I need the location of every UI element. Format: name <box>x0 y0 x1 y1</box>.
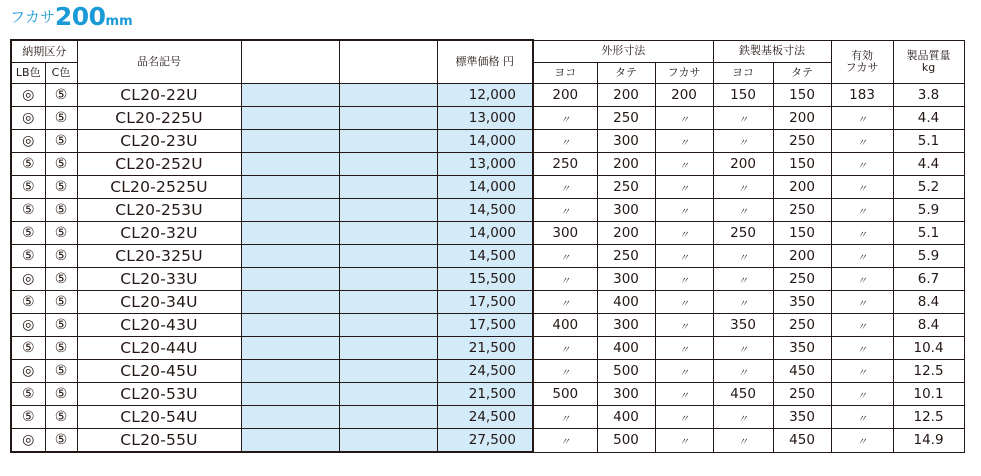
c-color-cell: ⑤ <box>45 383 77 406</box>
c-color-cell: ⑤ <box>45 107 77 130</box>
outer-width-cell: 〃 <box>533 199 597 222</box>
model-cell: CL20-252U <box>77 153 241 176</box>
effective-depth-cell: 183 <box>831 84 893 107</box>
model-cell: CL20-45U <box>77 360 241 383</box>
mass-cell: 8.4 <box>893 314 964 337</box>
model-cell: CL20-55U <box>77 429 241 453</box>
plate-width-cell: 〃 <box>713 360 773 383</box>
outer-depth-cell: 200 <box>655 84 713 107</box>
header-c-color: C色 <box>45 63 77 84</box>
blank-cell <box>241 429 339 453</box>
plate-height-cell: 250 <box>773 199 831 222</box>
table-row <box>11 383 964 406</box>
effective-depth-cell: 〃 <box>831 153 893 176</box>
plate-height-cell: 250 <box>773 130 831 153</box>
blank-cell <box>339 406 437 429</box>
effective-depth-cell: 〃 <box>831 337 893 360</box>
mass-cell: 14.9 <box>893 429 964 453</box>
outer-height-cell: 200 <box>597 153 655 176</box>
blank-cell <box>241 107 339 130</box>
blank-cell <box>241 314 339 337</box>
blank-cell <box>339 153 437 176</box>
plate-width-cell: 〃 <box>713 406 773 429</box>
price-cell: 15,500 <box>437 268 533 291</box>
mass-cell: 5.1 <box>893 130 964 153</box>
outer-width-cell: 〃 <box>533 245 597 268</box>
outer-height-cell: 400 <box>597 406 655 429</box>
effective-depth-cell: 〃 <box>831 314 893 337</box>
mass-cell: 3.8 <box>893 84 964 107</box>
outer-width-cell: 〃 <box>533 176 597 199</box>
table-row <box>11 222 964 245</box>
table-row <box>11 245 964 268</box>
c-color-cell: ⑤ <box>45 130 77 153</box>
plate-width-cell: 〃 <box>713 245 773 268</box>
model-cell: CL20-22U <box>77 84 241 107</box>
blank-cell <box>241 268 339 291</box>
blank-cell <box>339 268 437 291</box>
c-color-cell: ⑤ <box>45 199 77 222</box>
outer-height-cell: 400 <box>597 337 655 360</box>
table-row <box>11 153 964 176</box>
plate-height-cell: 450 <box>773 360 831 383</box>
mass-cell: 4.4 <box>893 107 964 130</box>
outer-depth-cell: 〃 <box>655 314 713 337</box>
effective-depth-cell: 〃 <box>831 406 893 429</box>
plate-height-cell: 150 <box>773 222 831 245</box>
blank-cell <box>339 383 437 406</box>
effective-depth-cell: 〃 <box>831 222 893 245</box>
price-cell: 21,500 <box>437 383 533 406</box>
plate-height-cell: 200 <box>773 176 831 199</box>
c-color-cell: ⑤ <box>45 268 77 291</box>
outer-height-cell: 500 <box>597 360 655 383</box>
effective-depth-cell: 〃 <box>831 245 893 268</box>
lb-color-cell: ◎ <box>11 429 45 453</box>
lb-color-cell: ◎ <box>11 107 45 130</box>
blank-cell <box>241 84 339 107</box>
model-cell: CL20-33U <box>77 268 241 291</box>
outer-width-cell: 〃 <box>533 130 597 153</box>
price-cell: 14,000 <box>437 222 533 245</box>
lb-color-cell: ⑤ <box>11 291 45 314</box>
plate-width-cell: 〃 <box>713 130 773 153</box>
effective-depth-cell: 〃 <box>831 176 893 199</box>
outer-height-cell: 200 <box>597 84 655 107</box>
header-outer-yoko: ヨコ <box>533 63 597 84</box>
blank-cell <box>241 199 339 222</box>
plate-width-cell: 〃 <box>713 291 773 314</box>
outer-depth-cell: 〃 <box>655 107 713 130</box>
outer-width-cell: 〃 <box>533 429 597 453</box>
header-lb-color: LB色 <box>11 63 45 84</box>
plate-width-cell: 〃 <box>713 337 773 360</box>
outer-width-cell: 〃 <box>533 107 597 130</box>
table-row <box>11 268 964 291</box>
mass-cell: 5.9 <box>893 199 964 222</box>
plate-width-cell: 150 <box>713 84 773 107</box>
price-cell: 14,500 <box>437 245 533 268</box>
outer-width-cell: 250 <box>533 153 597 176</box>
outer-height-cell: 300 <box>597 314 655 337</box>
effective-depth-cell: 〃 <box>831 199 893 222</box>
model-cell: CL20-225U <box>77 107 241 130</box>
blank-cell <box>339 314 437 337</box>
outer-depth-cell: 〃 <box>655 406 713 429</box>
mass-cell: 10.1 <box>893 383 964 406</box>
model-cell: CL20-54U <box>77 406 241 429</box>
blank-cell <box>241 176 339 199</box>
plate-height-cell: 200 <box>773 107 831 130</box>
lb-color-cell: ⑤ <box>11 222 45 245</box>
blank-cell <box>339 176 437 199</box>
outer-width-cell: 〃 <box>533 268 597 291</box>
title-unit: mm <box>105 14 133 29</box>
header-plate-tate: タテ <box>773 63 831 84</box>
outer-width-cell: 400 <box>533 314 597 337</box>
plate-height-cell: 150 <box>773 84 831 107</box>
outer-width-cell: 500 <box>533 383 597 406</box>
blank-cell <box>339 84 437 107</box>
outer-height-cell: 300 <box>597 268 655 291</box>
table-row <box>11 360 964 383</box>
model-cell: CL20-34U <box>77 291 241 314</box>
blank-cell <box>339 130 437 153</box>
blank-cell <box>241 406 339 429</box>
price-cell: 17,500 <box>437 314 533 337</box>
header-plate-dimensions: 鉄製基板寸法 <box>713 40 831 63</box>
blank-cell <box>339 360 437 383</box>
table-row <box>11 199 964 222</box>
plate-width-cell: 〃 <box>713 268 773 291</box>
c-color-cell: ⑤ <box>45 429 77 453</box>
plate-height-cell: 150 <box>773 153 831 176</box>
c-color-cell: ⑤ <box>45 314 77 337</box>
lb-color-cell: ⑤ <box>11 337 45 360</box>
outer-width-cell: 200 <box>533 84 597 107</box>
plate-height-cell: 200 <box>773 245 831 268</box>
model-cell: CL20-43U <box>77 314 241 337</box>
mass-cell: 12.5 <box>893 360 964 383</box>
outer-height-cell: 500 <box>597 429 655 453</box>
effective-depth-cell: 〃 <box>831 268 893 291</box>
model-cell: CL20-32U <box>77 222 241 245</box>
price-cell: 21,500 <box>437 337 533 360</box>
c-color-cell: ⑤ <box>45 176 77 199</box>
plate-height-cell: 450 <box>773 429 831 453</box>
lb-color-cell: ◎ <box>11 268 45 291</box>
outer-height-cell: 400 <box>597 291 655 314</box>
outer-depth-cell: 〃 <box>655 153 713 176</box>
header-effective-line2: フカサ <box>845 60 879 74</box>
lb-color-cell: ⑤ <box>11 245 45 268</box>
outer-depth-cell: 〃 <box>655 130 713 153</box>
table-row <box>11 429 964 453</box>
header-mass <box>893 40 964 84</box>
blank-cell <box>241 153 339 176</box>
plate-width-cell: 350 <box>713 314 773 337</box>
plate-height-cell: 250 <box>773 314 831 337</box>
c-color-cell: ⑤ <box>45 153 77 176</box>
header-effective-depth <box>831 40 893 84</box>
price-cell: 14,000 <box>437 130 533 153</box>
plate-width-cell: 〃 <box>713 107 773 130</box>
c-color-cell: ⑤ <box>45 360 77 383</box>
c-color-cell: ⑤ <box>45 406 77 429</box>
mass-cell: 10.4 <box>893 337 964 360</box>
header-outer-dimensions: 外形寸法 <box>533 40 713 63</box>
table-row <box>11 406 964 429</box>
outer-height-cell: 250 <box>597 176 655 199</box>
plate-width-cell: 250 <box>713 222 773 245</box>
table-row <box>11 291 964 314</box>
c-color-cell: ⑤ <box>45 291 77 314</box>
c-color-cell: ⑤ <box>45 84 77 107</box>
outer-height-cell: 300 <box>597 130 655 153</box>
header-plate-yoko: ヨコ <box>713 63 773 84</box>
plate-height-cell: 250 <box>773 383 831 406</box>
blank-cell <box>241 222 339 245</box>
outer-width-cell: 300 <box>533 222 597 245</box>
outer-height-cell: 300 <box>597 383 655 406</box>
outer-width-cell: 〃 <box>533 406 597 429</box>
mass-cell: 5.1 <box>893 222 964 245</box>
effective-depth-cell: 〃 <box>831 360 893 383</box>
outer-depth-cell: 〃 <box>655 383 713 406</box>
outer-height-cell: 250 <box>597 107 655 130</box>
effective-depth-cell: 〃 <box>831 130 893 153</box>
blank-cell <box>339 222 437 245</box>
title-number: 200 <box>54 2 106 31</box>
mass-cell: 5.2 <box>893 176 964 199</box>
outer-height-cell: 250 <box>597 245 655 268</box>
header-outer-tate: タテ <box>597 63 655 84</box>
blank-cell <box>339 245 437 268</box>
effective-depth-cell: 〃 <box>831 291 893 314</box>
outer-depth-cell: 〃 <box>655 199 713 222</box>
title-prefix: フカサ <box>10 8 55 26</box>
plate-width-cell: 〃 <box>713 429 773 453</box>
price-cell: 27,500 <box>437 429 533 453</box>
outer-depth-cell: 〃 <box>655 337 713 360</box>
page-title <box>10 2 133 32</box>
header-mass-line1: 製品質量 <box>906 48 951 62</box>
outer-height-cell: 200 <box>597 222 655 245</box>
price-cell: 12,000 <box>437 84 533 107</box>
outer-depth-cell: 〃 <box>655 429 713 453</box>
table-row <box>11 107 964 130</box>
outer-depth-cell: 〃 <box>655 222 713 245</box>
model-cell: CL20-44U <box>77 337 241 360</box>
plate-height-cell: 350 <box>773 291 831 314</box>
header-delivery: 納期区分 <box>11 40 77 63</box>
price-cell: 14,000 <box>437 176 533 199</box>
c-color-cell: ⑤ <box>45 222 77 245</box>
lb-color-cell: ◎ <box>11 84 45 107</box>
lb-color-cell: ⑤ <box>11 383 45 406</box>
lb-color-cell: ◎ <box>11 360 45 383</box>
blank-cell <box>339 337 437 360</box>
spec-table <box>10 39 965 453</box>
plate-width-cell: 200 <box>713 153 773 176</box>
price-cell: 24,500 <box>437 406 533 429</box>
outer-height-cell: 300 <box>597 199 655 222</box>
lb-color-cell: ⑤ <box>11 153 45 176</box>
model-cell: CL20-2525U <box>77 176 241 199</box>
lb-color-cell: ⑤ <box>11 199 45 222</box>
lb-color-cell: ⑤ <box>11 176 45 199</box>
header-price: 標準価格 円 <box>437 40 533 84</box>
outer-width-cell: 〃 <box>533 291 597 314</box>
effective-depth-cell: 〃 <box>831 383 893 406</box>
effective-depth-cell: 〃 <box>831 429 893 453</box>
header-mass-line2: kg <box>921 60 936 74</box>
mass-cell: 5.9 <box>893 245 964 268</box>
table-row <box>11 130 964 153</box>
table-row <box>11 337 964 360</box>
blank-cell <box>339 199 437 222</box>
blank-cell <box>241 360 339 383</box>
price-cell: 14,500 <box>437 199 533 222</box>
c-color-cell: ⑤ <box>45 245 77 268</box>
table-row <box>11 176 964 199</box>
table-row <box>11 84 964 107</box>
header-model: 品名記号 <box>77 40 241 84</box>
mass-cell: 12.5 <box>893 406 964 429</box>
mass-cell: 4.4 <box>893 153 964 176</box>
blank-cell <box>339 429 437 453</box>
model-cell: CL20-325U <box>77 245 241 268</box>
outer-depth-cell: 〃 <box>655 291 713 314</box>
blank-cell <box>339 291 437 314</box>
mass-cell: 6.7 <box>893 268 964 291</box>
price-cell: 24,500 <box>437 360 533 383</box>
lb-color-cell: ◎ <box>11 314 45 337</box>
price-cell: 13,000 <box>437 153 533 176</box>
mass-cell: 8.4 <box>893 291 964 314</box>
plate-width-cell: 〃 <box>713 176 773 199</box>
header-outer-fukasa: フカサ <box>655 63 713 84</box>
plate-height-cell: 350 <box>773 406 831 429</box>
plate-width-cell: 450 <box>713 383 773 406</box>
price-cell: 13,000 <box>437 107 533 130</box>
model-cell: CL20-23U <box>77 130 241 153</box>
lb-color-cell: ⑤ <box>11 406 45 429</box>
plate-width-cell: 〃 <box>713 199 773 222</box>
c-color-cell: ⑤ <box>45 337 77 360</box>
outer-depth-cell: 〃 <box>655 176 713 199</box>
outer-width-cell: 〃 <box>533 360 597 383</box>
blank-cell <box>339 107 437 130</box>
lb-color-cell: ◎ <box>11 130 45 153</box>
blank-cell <box>241 130 339 153</box>
outer-depth-cell: 〃 <box>655 268 713 291</box>
model-cell: CL20-53U <box>77 383 241 406</box>
effective-depth-cell: 〃 <box>831 107 893 130</box>
model-cell: CL20-253U <box>77 199 241 222</box>
header-blank-1 <box>241 40 339 84</box>
price-cell: 17,500 <box>437 291 533 314</box>
outer-width-cell: 〃 <box>533 337 597 360</box>
plate-height-cell: 350 <box>773 337 831 360</box>
blank-cell <box>241 291 339 314</box>
table-row <box>11 314 964 337</box>
outer-depth-cell: 〃 <box>655 360 713 383</box>
blank-cell <box>241 337 339 360</box>
plate-height-cell: 250 <box>773 268 831 291</box>
outer-depth-cell: 〃 <box>655 245 713 268</box>
blank-cell <box>241 245 339 268</box>
header-effective-line1: 有効 <box>851 48 874 62</box>
blank-cell <box>241 383 339 406</box>
header-blank-2 <box>339 40 437 84</box>
